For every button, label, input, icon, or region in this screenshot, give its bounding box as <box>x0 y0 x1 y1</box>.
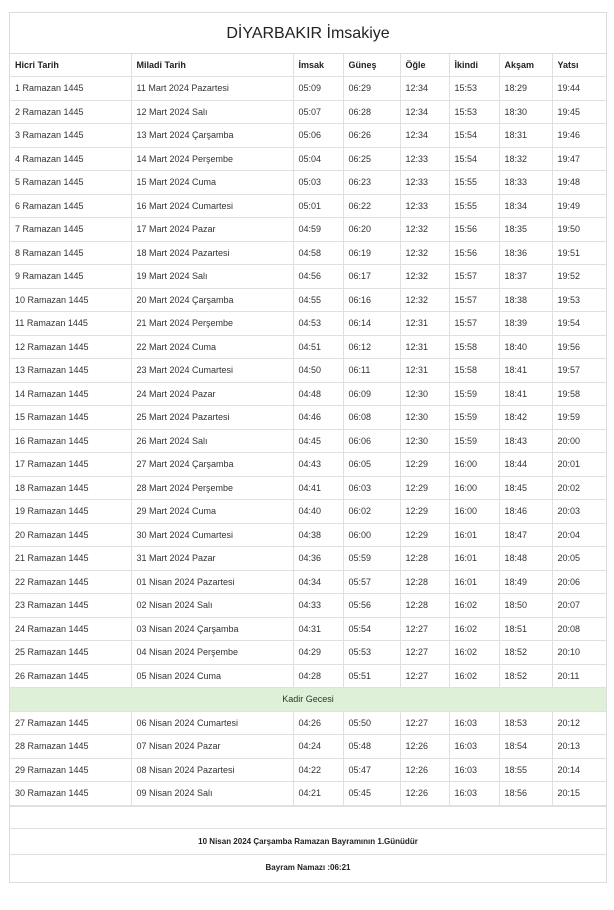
table-cell: 06:23 <box>343 171 400 195</box>
table-cell: 12:33 <box>400 194 449 218</box>
table-row <box>10 594 606 618</box>
table-cell: 06:06 <box>343 429 400 453</box>
table-cell: 18:33 <box>499 171 552 195</box>
table-cell: 04:26 <box>293 711 343 735</box>
table-cell: 16:03 <box>449 782 499 806</box>
table-cell: 15:53 <box>449 77 499 101</box>
table-cell: 06:14 <box>343 312 400 336</box>
table-cell: 04:46 <box>293 406 343 430</box>
table-cell: 12:26 <box>400 735 449 759</box>
table-cell: 18:40 <box>499 335 552 359</box>
table-cell: 04:28 <box>293 664 343 688</box>
table-cell: 18:45 <box>499 476 552 500</box>
table-row <box>10 429 606 453</box>
table-row <box>10 335 606 359</box>
table-cell: 12:32 <box>400 265 449 289</box>
table-cell: 18:50 <box>499 594 552 618</box>
table-cell: 18:41 <box>499 359 552 383</box>
bayram-namazi: Bayram Namazı :06:21 <box>265 862 351 872</box>
table-cell: 26 Ramazan 1445 <box>10 664 131 688</box>
table-cell: 04:45 <box>293 429 343 453</box>
table-cell: 04:31 <box>293 617 343 641</box>
table-cell: 18:51 <box>499 617 552 641</box>
table-cell: 15:58 <box>449 359 499 383</box>
table-cell: 12:31 <box>400 312 449 336</box>
table-cell: 20:08 <box>552 617 606 641</box>
table-cell: 25 Ramazan 1445 <box>10 641 131 665</box>
table-cell: 15:59 <box>449 382 499 406</box>
table-cell: 08 Nisan 2024 Pazartesi <box>131 758 293 782</box>
table-row <box>10 758 606 782</box>
header-yatsi: Yatsı <box>552 54 606 77</box>
table-cell: 12:30 <box>400 429 449 453</box>
table-cell: 20:05 <box>552 547 606 571</box>
table-row <box>10 147 606 171</box>
table-cell: 1 Ramazan 1445 <box>10 77 131 101</box>
table-cell: 12:30 <box>400 406 449 430</box>
table-row <box>10 735 606 759</box>
table-cell: 16:02 <box>449 617 499 641</box>
table-cell: 04:55 <box>293 288 343 312</box>
table-cell: 06 Nisan 2024 Cumartesi <box>131 711 293 735</box>
table-cell: 24 Mart 2024 Pazar <box>131 382 293 406</box>
table-cell: 05:04 <box>293 147 343 171</box>
table-cell: 20:06 <box>552 570 606 594</box>
table-cell: 11 Ramazan 1445 <box>10 312 131 336</box>
table-cell: 18:55 <box>499 758 552 782</box>
table-row <box>10 500 606 524</box>
table-header-row <box>10 54 606 77</box>
table-row <box>10 782 606 806</box>
table-cell: 12:34 <box>400 100 449 124</box>
table-cell: 16 Ramazan 1445 <box>10 429 131 453</box>
table-row <box>10 617 606 641</box>
table-cell: 19:54 <box>552 312 606 336</box>
table-cell: 16:01 <box>449 547 499 571</box>
table-cell: 14 Mart 2024 Perşembe <box>131 147 293 171</box>
table-cell: 12:34 <box>400 124 449 148</box>
table-cell: 15:53 <box>449 100 499 124</box>
table-row <box>10 124 606 148</box>
table-cell: 06:19 <box>343 241 400 265</box>
table-cell: 19:51 <box>552 241 606 265</box>
table-cell: 09 Nisan 2024 Salı <box>131 782 293 806</box>
table-cell: 05:09 <box>293 77 343 101</box>
table-cell: 06:29 <box>343 77 400 101</box>
table-cell: 04:50 <box>293 359 343 383</box>
table-cell: 15:54 <box>449 147 499 171</box>
table-cell: 20 Ramazan 1445 <box>10 523 131 547</box>
table-cell: 15 Mart 2024 Cuma <box>131 171 293 195</box>
table-cell: 04:41 <box>293 476 343 500</box>
table-row <box>10 641 606 665</box>
table-cell: 19 Ramazan 1445 <box>10 500 131 524</box>
table-cell: 18:32 <box>499 147 552 171</box>
table-cell: 20 Mart 2024 Çarşamba <box>131 288 293 312</box>
table-cell: 04 Nisan 2024 Perşembe <box>131 641 293 665</box>
table-cell: 18:46 <box>499 500 552 524</box>
table-cell: 02 Nisan 2024 Salı <box>131 594 293 618</box>
table-cell: 05:59 <box>343 547 400 571</box>
table-cell: 16:00 <box>449 500 499 524</box>
table-cell: 16:02 <box>449 594 499 618</box>
table-cell: 12:32 <box>400 288 449 312</box>
table-cell: 18 Mart 2024 Pazartesi <box>131 241 293 265</box>
table-cell: 15:57 <box>449 312 499 336</box>
table-cell: 6 Ramazan 1445 <box>10 194 131 218</box>
table-cell: 19:47 <box>552 147 606 171</box>
table-cell: 17 Ramazan 1445 <box>10 453 131 477</box>
table-cell: 16:02 <box>449 664 499 688</box>
table-cell: 9 Ramazan 1445 <box>10 265 131 289</box>
table-cell: 16:03 <box>449 758 499 782</box>
table-cell: 20:03 <box>552 500 606 524</box>
table-row <box>10 359 606 383</box>
table-cell: 06:12 <box>343 335 400 359</box>
table-cell: 27 Ramazan 1445 <box>10 711 131 735</box>
table-cell: 18:36 <box>499 241 552 265</box>
table-cell: 19:53 <box>552 288 606 312</box>
table-cell: 06:22 <box>343 194 400 218</box>
table-row <box>10 664 606 688</box>
table-cell: 18:52 <box>499 641 552 665</box>
table-cell: 04:53 <box>293 312 343 336</box>
table-cell: 20:13 <box>552 735 606 759</box>
table-cell: 12 Ramazan 1445 <box>10 335 131 359</box>
table-cell: 05:50 <box>343 711 400 735</box>
table-cell: 12:31 <box>400 359 449 383</box>
table-cell: 16:00 <box>449 453 499 477</box>
table-cell: 20:14 <box>552 758 606 782</box>
table-cell: 16:01 <box>449 570 499 594</box>
table-row <box>10 523 606 547</box>
table-cell: 28 Mart 2024 Perşembe <box>131 476 293 500</box>
table-cell: 20:10 <box>552 641 606 665</box>
table-cell: 13 Mart 2024 Çarşamba <box>131 124 293 148</box>
table-cell: 05:03 <box>293 171 343 195</box>
table-cell: 15:55 <box>449 194 499 218</box>
table-cell: 18:52 <box>499 664 552 688</box>
table-cell: 12:28 <box>400 547 449 571</box>
table-cell: 04:51 <box>293 335 343 359</box>
table-cell: 7 Ramazan 1445 <box>10 218 131 242</box>
table-row <box>10 241 606 265</box>
header-hicri: Hicri Tarih <box>10 54 131 77</box>
table-cell: 18:43 <box>499 429 552 453</box>
table-cell: 04:29 <box>293 641 343 665</box>
table-cell: 18:53 <box>499 711 552 735</box>
table-cell: 03 Nisan 2024 Çarşamba <box>131 617 293 641</box>
table-cell: 15:54 <box>449 124 499 148</box>
table-cell: 22 Mart 2024 Cuma <box>131 335 293 359</box>
table-cell: 12:26 <box>400 782 449 806</box>
footer <box>10 829 606 882</box>
table-cell: 20:12 <box>552 711 606 735</box>
table-cell: 05 Nisan 2024 Cuma <box>131 664 293 688</box>
table-cell: 12:33 <box>400 171 449 195</box>
table-cell: 05:07 <box>293 100 343 124</box>
table-cell: 18:48 <box>499 547 552 571</box>
table-row <box>10 194 606 218</box>
table-cell: 05:51 <box>343 664 400 688</box>
table-cell: 28 Ramazan 1445 <box>10 735 131 759</box>
table-cell: 05:57 <box>343 570 400 594</box>
table-cell: 26 Mart 2024 Salı <box>131 429 293 453</box>
table-cell: 20:11 <box>552 664 606 688</box>
table-cell: 06:03 <box>343 476 400 500</box>
table-cell: 18:29 <box>499 77 552 101</box>
table-cell: 04:21 <box>293 782 343 806</box>
table-row <box>10 218 606 242</box>
header-gunes: Güneş <box>343 54 400 77</box>
table-cell: 17 Mart 2024 Pazar <box>131 218 293 242</box>
table-cell: 20:01 <box>552 453 606 477</box>
table-cell: 12 Mart 2024 Salı <box>131 100 293 124</box>
table-cell: 23 Ramazan 1445 <box>10 594 131 618</box>
table-cell: 10 Ramazan 1445 <box>10 288 131 312</box>
table-cell: 04:24 <box>293 735 343 759</box>
table-cell: 04:34 <box>293 570 343 594</box>
table-cell: 15:56 <box>449 218 499 242</box>
header-imsak: İmsak <box>293 54 343 77</box>
table-cell: 18:41 <box>499 382 552 406</box>
table-cell: 19:56 <box>552 335 606 359</box>
table-cell: 18:34 <box>499 194 552 218</box>
table-cell: 21 Ramazan 1445 <box>10 547 131 571</box>
prayer-times-table <box>10 54 606 806</box>
table-cell: 06:17 <box>343 265 400 289</box>
table-cell: 21 Mart 2024 Perşembe <box>131 312 293 336</box>
table-cell: 04:22 <box>293 758 343 782</box>
table-row <box>10 547 606 571</box>
table-spacer <box>10 806 606 829</box>
table-cell: 15 Ramazan 1445 <box>10 406 131 430</box>
table-cell: 20:15 <box>552 782 606 806</box>
table-cell: 18:30 <box>499 100 552 124</box>
table-cell: 19:59 <box>552 406 606 430</box>
table-cell: 19 Mart 2024 Salı <box>131 265 293 289</box>
table-cell: 16:02 <box>449 641 499 665</box>
table-cell: 12:27 <box>400 617 449 641</box>
table-cell: 19:52 <box>552 265 606 289</box>
table-cell: 18:47 <box>499 523 552 547</box>
table-cell: 06:16 <box>343 288 400 312</box>
table-cell: 06:11 <box>343 359 400 383</box>
table-cell: 19:58 <box>552 382 606 406</box>
kadir-gecesi-label: Kadir Gecesi <box>10 688 606 712</box>
table-cell: 18:56 <box>499 782 552 806</box>
table-cell: 12:31 <box>400 335 449 359</box>
table-cell: 19:46 <box>552 124 606 148</box>
table-cell: 05:48 <box>343 735 400 759</box>
table-cell: 25 Mart 2024 Pazartesi <box>131 406 293 430</box>
table-cell: 22 Ramazan 1445 <box>10 570 131 594</box>
table-cell: 31 Mart 2024 Pazar <box>131 547 293 571</box>
table-cell: 15:57 <box>449 288 499 312</box>
table-cell: 06:20 <box>343 218 400 242</box>
table-row <box>10 476 606 500</box>
table-cell: 30 Mart 2024 Cumartesi <box>131 523 293 547</box>
table-cell: 19:50 <box>552 218 606 242</box>
table-cell: 16 Mart 2024 Cumartesi <box>131 194 293 218</box>
table-row <box>10 100 606 124</box>
table-cell: 18 Ramazan 1445 <box>10 476 131 500</box>
table-cell: 4 Ramazan 1445 <box>10 147 131 171</box>
table-cell: 05:54 <box>343 617 400 641</box>
table-cell: 05:56 <box>343 594 400 618</box>
table-cell: 04:38 <box>293 523 343 547</box>
table-cell: 06:26 <box>343 124 400 148</box>
table-cell: 05:53 <box>343 641 400 665</box>
table-cell: 12:27 <box>400 664 449 688</box>
table-cell: 19:44 <box>552 77 606 101</box>
table-cell: 04:48 <box>293 382 343 406</box>
table-cell: 5 Ramazan 1445 <box>10 171 131 195</box>
table-cell: 04:59 <box>293 218 343 242</box>
table-cell: 13 Ramazan 1445 <box>10 359 131 383</box>
table-cell: 06:02 <box>343 500 400 524</box>
table-cell: 18:49 <box>499 570 552 594</box>
table-cell: 15:59 <box>449 429 499 453</box>
table-cell: 27 Mart 2024 Çarşamba <box>131 453 293 477</box>
kadir-gecesi-row <box>10 688 606 712</box>
table-cell: 05:47 <box>343 758 400 782</box>
table-body <box>10 77 606 806</box>
table-cell: 20:07 <box>552 594 606 618</box>
table-cell: 19:49 <box>552 194 606 218</box>
table-cell: 12:27 <box>400 711 449 735</box>
table-cell: 16:01 <box>449 523 499 547</box>
table-cell: 23 Mart 2024 Cumartesi <box>131 359 293 383</box>
table-cell: 12:30 <box>400 382 449 406</box>
table-cell: 18:54 <box>499 735 552 759</box>
table-cell: 06:25 <box>343 147 400 171</box>
table-cell: 20:02 <box>552 476 606 500</box>
imsakiye-panel <box>9 12 607 883</box>
header-aksam: Akşam <box>499 54 552 77</box>
table-cell: 12:28 <box>400 594 449 618</box>
table-cell: 04:36 <box>293 547 343 571</box>
table-cell: 11 Mart 2024 Pazartesi <box>131 77 293 101</box>
table-cell: 04:58 <box>293 241 343 265</box>
table-cell: 2 Ramazan 1445 <box>10 100 131 124</box>
table-row <box>10 312 606 336</box>
table-cell: 12:29 <box>400 453 449 477</box>
table-cell: 12:29 <box>400 500 449 524</box>
table-row <box>10 382 606 406</box>
table-cell: 18:44 <box>499 453 552 477</box>
table-cell: 20:04 <box>552 523 606 547</box>
table-row <box>10 288 606 312</box>
table-cell: 29 Ramazan 1445 <box>10 758 131 782</box>
table-cell: 20:00 <box>552 429 606 453</box>
table-cell: 04:56 <box>293 265 343 289</box>
table-cell: 16:03 <box>449 711 499 735</box>
table-cell: 19:57 <box>552 359 606 383</box>
table-cell: 05:45 <box>343 782 400 806</box>
table-cell: 12:26 <box>400 758 449 782</box>
table-cell: 12:29 <box>400 523 449 547</box>
table-cell: 24 Ramazan 1445 <box>10 617 131 641</box>
table-cell: 16:00 <box>449 476 499 500</box>
table-row <box>10 711 606 735</box>
table-cell: 18:42 <box>499 406 552 430</box>
table-cell: 15:59 <box>449 406 499 430</box>
table-row <box>10 171 606 195</box>
table-cell: 19:48 <box>552 171 606 195</box>
table-cell: 19:45 <box>552 100 606 124</box>
table-cell: 06:08 <box>343 406 400 430</box>
table-cell: 29 Mart 2024 Cuma <box>131 500 293 524</box>
table-cell: 12:29 <box>400 476 449 500</box>
table-cell: 12:34 <box>400 77 449 101</box>
table-row <box>10 77 606 101</box>
table-cell: 12:27 <box>400 641 449 665</box>
table-cell: 04:33 <box>293 594 343 618</box>
table-cell: 8 Ramazan 1445 <box>10 241 131 265</box>
table-cell: 01 Nisan 2024 Pazartesi <box>131 570 293 594</box>
table-cell: 15:55 <box>449 171 499 195</box>
table-cell: 05:06 <box>293 124 343 148</box>
table-row <box>10 265 606 289</box>
table-cell: 06:05 <box>343 453 400 477</box>
table-cell: 05:01 <box>293 194 343 218</box>
header-ogle: Öğle <box>400 54 449 77</box>
table-cell: 30 Ramazan 1445 <box>10 782 131 806</box>
table-cell: 06:09 <box>343 382 400 406</box>
table-cell: 16:03 <box>449 735 499 759</box>
table-cell: 12:32 <box>400 241 449 265</box>
table-cell: 12:33 <box>400 147 449 171</box>
table-cell: 15:56 <box>449 241 499 265</box>
table-cell: 18:35 <box>499 218 552 242</box>
table-cell: 15:57 <box>449 265 499 289</box>
table-row <box>10 453 606 477</box>
table-cell: 12:32 <box>400 218 449 242</box>
table-cell: 04:40 <box>293 500 343 524</box>
page-title: DİYARBAKIR İmsakiye <box>10 13 606 54</box>
table-cell: 18:38 <box>499 288 552 312</box>
table-cell: 18:37 <box>499 265 552 289</box>
table-cell: 18:39 <box>499 312 552 336</box>
table-cell: 06:28 <box>343 100 400 124</box>
table-cell: 07 Nisan 2024 Pazar <box>131 735 293 759</box>
header-miladi: Miladi Tarih <box>131 54 293 77</box>
table-cell: 06:00 <box>343 523 400 547</box>
header-ikindi: İkindi <box>449 54 499 77</box>
bayram-info: 10 Nisan 2024 Çarşamba Ramazan Bayramının 1.Günüdür <box>10 829 606 855</box>
table-cell: 04:43 <box>293 453 343 477</box>
table-cell: 18:31 <box>499 124 552 148</box>
table-cell: 14 Ramazan 1445 <box>10 382 131 406</box>
table-row <box>10 570 606 594</box>
table-cell: 12:28 <box>400 570 449 594</box>
table-cell: 15:58 <box>449 335 499 359</box>
table-row <box>10 406 606 430</box>
table-cell: 3 Ramazan 1445 <box>10 124 131 148</box>
